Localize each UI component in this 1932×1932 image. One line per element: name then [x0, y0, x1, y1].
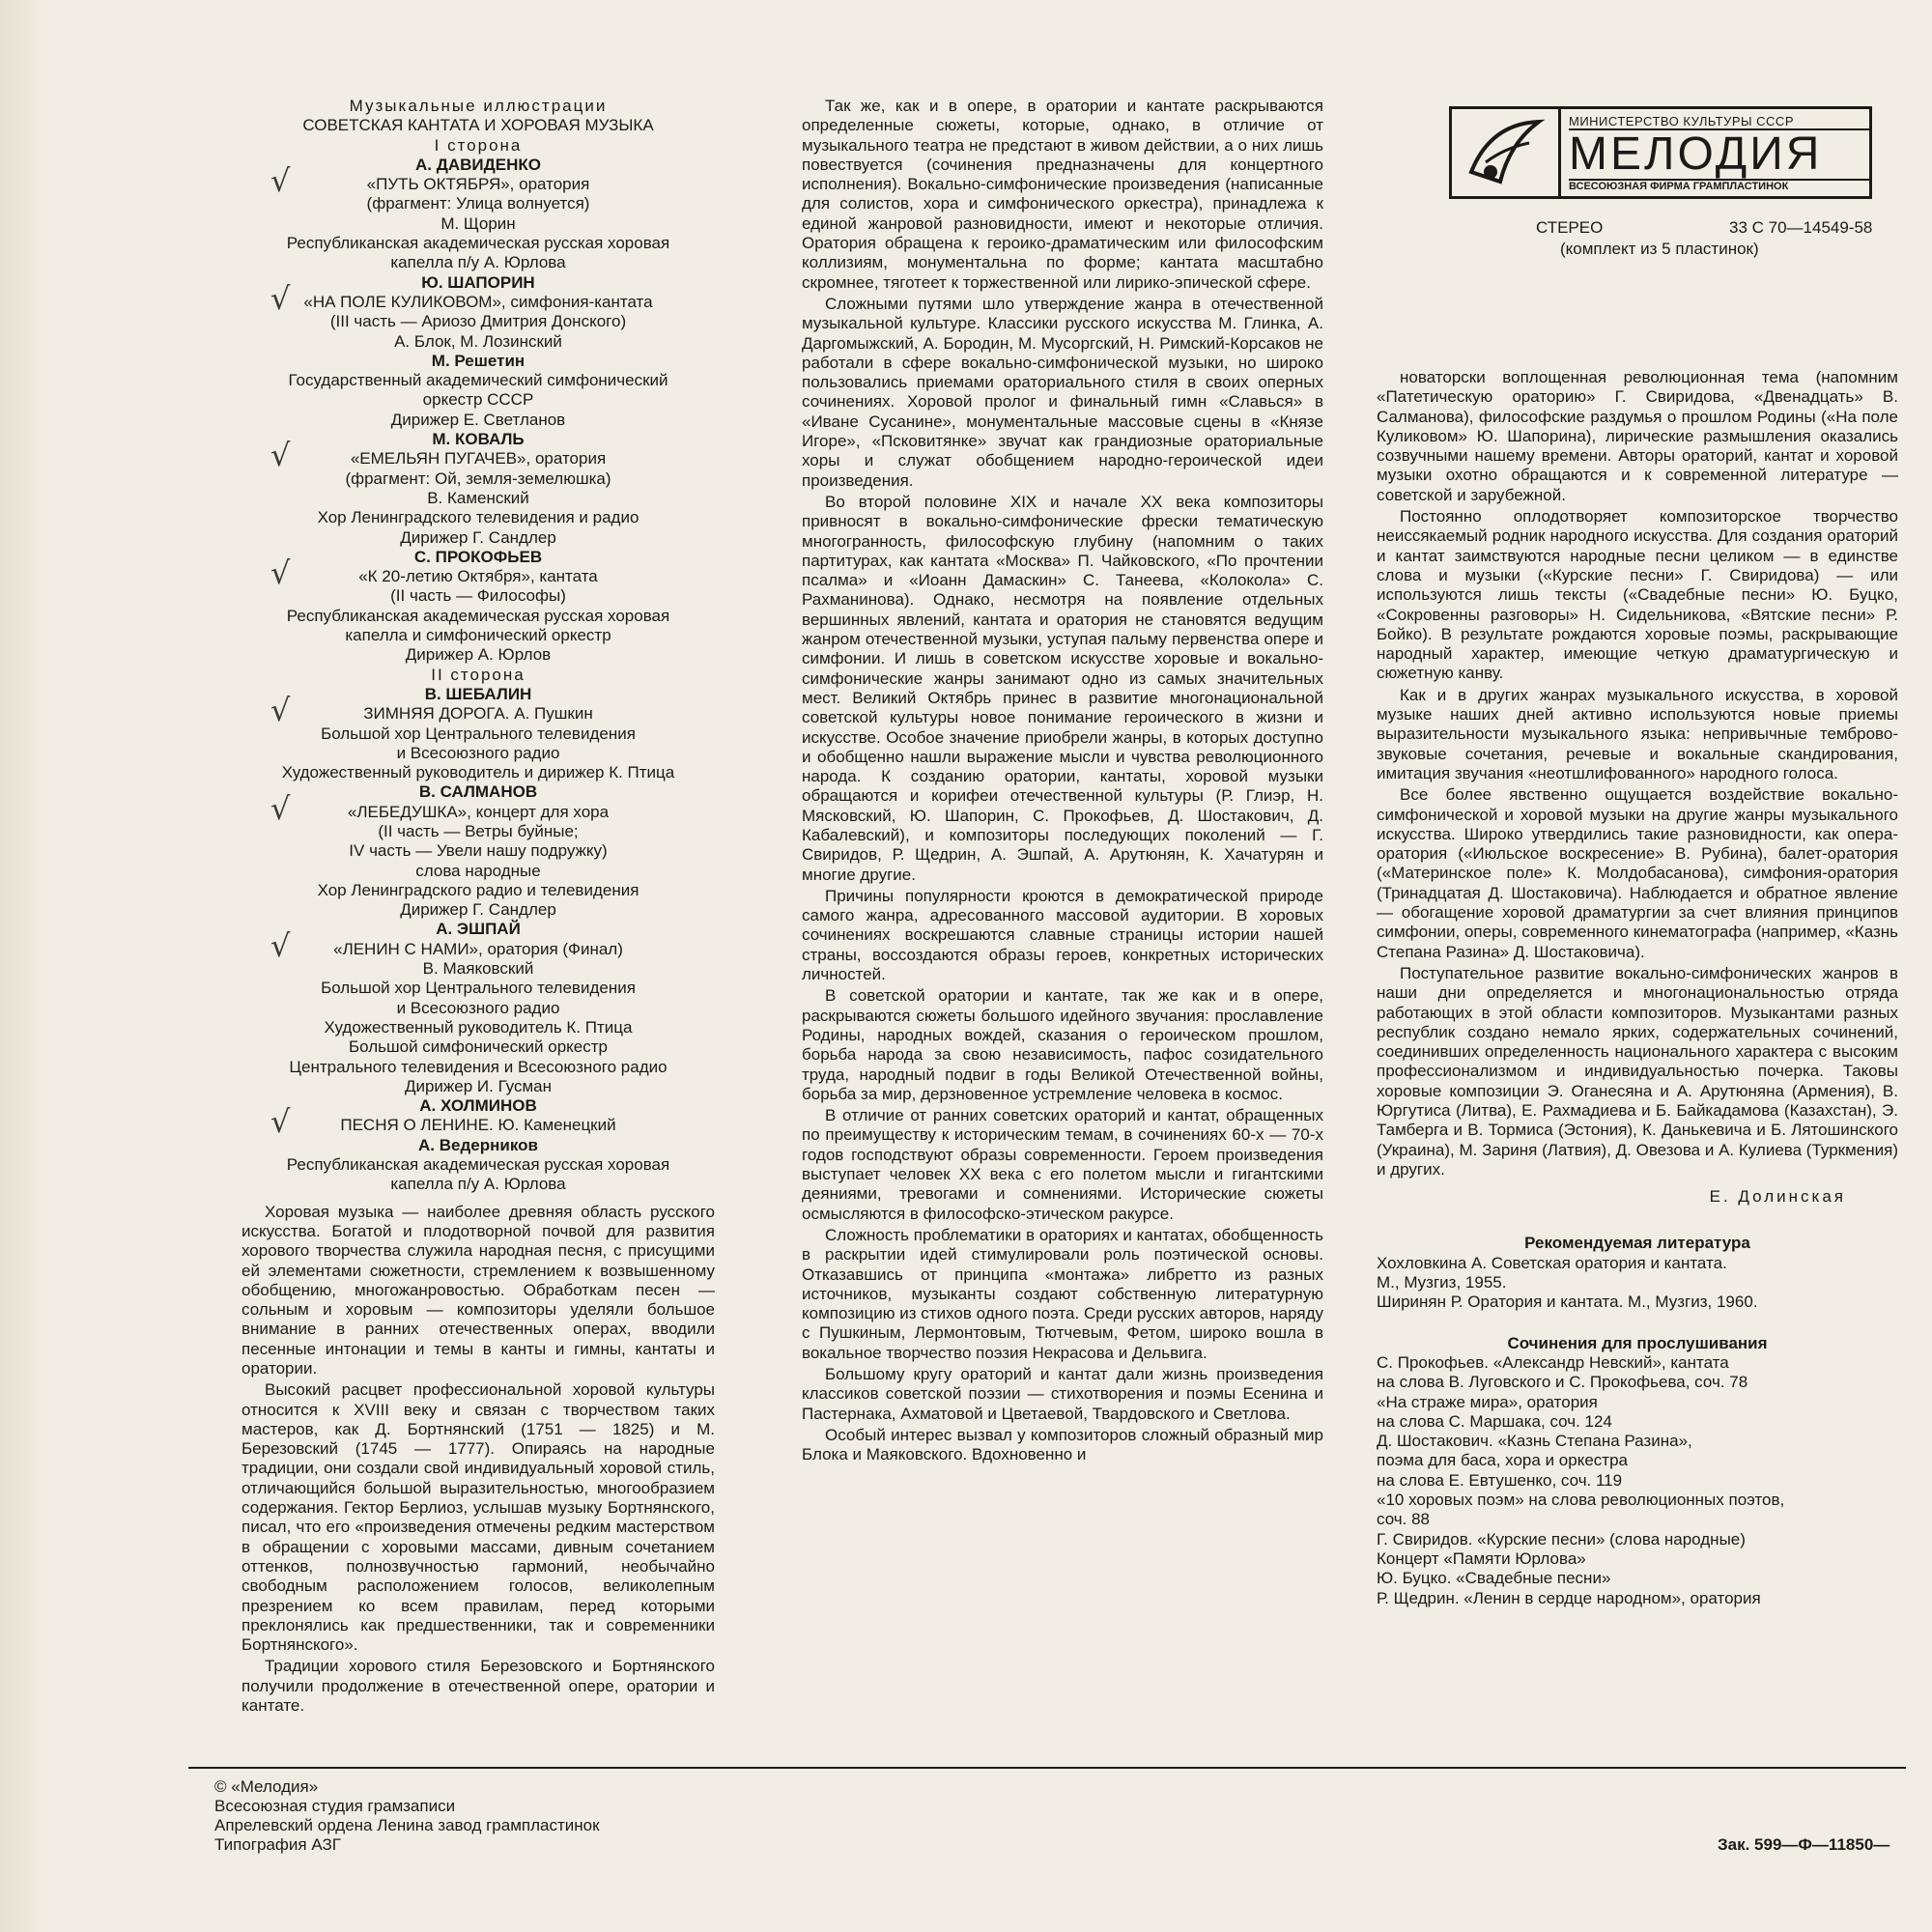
essay-paragraph: Поступательное развитие вокально-симфонических жанров в наши дни определяется и многонациональностью отряда работающих в этой области композиторов. Музыкантами разных республик создано немало ярких, содержательных сочинений, соединивших определенность национального характера с высоким профессионализмом и индивидуальностью почерка. Таковы хоровые композиции Э. Оганесяна и А. Арутюняна (Армения), В. Юргутиса (Литва), Е. Рахмадиева и Б. Байкадамова (Казахстан), Э. Тамберга и В. Тормиса (Эстония), К. Данькевича и Б. Лятошинского (Украина), М. Зариня (Латвия), Д. Овезова и А. Кулиева (Туркмения) и других. — [1377, 963, 1898, 1179]
track-line: «К 20-летию Октября», кантата √ — [270, 554, 598, 592]
essay-part-3 — [1377, 368, 1898, 1179]
listening-heading: Сочинения для прослушивания — [1507, 1333, 1768, 1352]
composer-name: А. ДАВИДЕНКО — [415, 155, 541, 174]
track-line: Республиканская академическая русская хоровая — [286, 606, 670, 625]
essay-paragraph: Причины популярности кроются в демократической природе самого жанра, адресованного массовой аудитории. В хоровых сочинениях воскрешаются славные страницы истории нашей страны, воссоздаются образы героев, конкретных исторических личностей. — [802, 886, 1323, 984]
track-line: Дирижер И. Гусман — [404, 1076, 553, 1095]
essay-part-1 — [242, 1203, 715, 1717]
track-line: капелла п/у А. Юрлова — [390, 253, 566, 272]
literature-heading: Рекомендуемая литература — [1524, 1234, 1750, 1253]
essay-paragraph: Высокий расцвет профессиональной хоровой культуры относится к XVIII веку и связан с творчеством таких мастеров, как Д. Бортнянский (1751 — 1825) и М. Березовский (1745 — 1777). Опираясь на народные традиции, они создали свой индивидуальный хоровой стиль, отличающийся большой выразительностью, многообразием содержания. Гектор Берлиоз, услышав музыку Бортнянского, писал, что его «произведения отмечены редким мастерством в обращении с хоровыми массами, дивным сочетанием оттенков, полнозвучностью гармоний, необычайно свободным расположением голосов, великолепным презрением ко всем правилам, перед которыми преклонялись как предшественники, так и современники Бортнянского». — [242, 1380, 715, 1655]
track-line: Дирижер А. Юрлов — [405, 645, 552, 665]
track-line: и Всесоюзного радио — [396, 998, 560, 1017]
melodiya-mark-icon — [1452, 109, 1561, 196]
track-line: Большой симфонический оркестр — [348, 1037, 609, 1057]
listening-item: на слова Е. Евтушенко, соч. 119 — [1377, 1470, 1623, 1490]
side-two-label: II сторона — [431, 665, 526, 684]
track-line: ПЕСНЯ О ЛЕНИНЕ. Ю. Каменецкий √ — [270, 1103, 616, 1141]
track-line: слова народные — [415, 861, 541, 880]
track-line: IV часть — Увели нашу подружку) — [349, 841, 608, 861]
composer-name: М. Решетин — [431, 351, 526, 370]
track-line: В. Каменский — [427, 488, 529, 507]
track-line: Хор Ленинградского телевидения и радио — [317, 508, 639, 527]
logo-text — [1561, 109, 1869, 196]
essay-paragraph: Как и в других жанрах музыкального искусства, в хоровой музыке наших дней активно используются новые приемы выразительности музыкального языка: непривычные темброво-звуковые сочетания, речевые и вокальные скандирования, имитация звучания «неотшлифованного» народного голоса. — [1377, 685, 1898, 782]
literature-item: Хохловкина А. Советская оратория и кантата. — [1377, 1253, 1727, 1272]
track-line: В. Маяковский — [422, 959, 534, 979]
album-title: СОВЕТСКАЯ КАНТАТА И ХОРОВАЯ МУЗЫКА — [302, 116, 654, 135]
track-line: «НА ПОЛЕ КУЛИКОВОМ», симфония-кантата √ — [270, 279, 653, 317]
essay-paragraph: Так же, как и в опере, в оратории и кантате раскрываются определенные сюжеты, которые, однако, в отличие от музыкального театра не предстают в живом действии, а о них лишь повествуется (сочинения предназначены для концертного исполнения). Вокально-симфонические произведения (написанные для солистов, хора и симфонического оркестра), принадлежа к единой жанровой разновидности, имеют и некоторые отличия. Оратория обращена к героико-драматическим или философским коллизиям, монументальна по форме; кантата масштабно скромнее, тяготеет к торжественной или лирико-эпической сфере. — [802, 97, 1323, 292]
track-line: Государственный академический симфонический — [288, 371, 668, 390]
track-line: М. Щорин — [440, 213, 516, 233]
track-line: оркестр СССР — [422, 390, 534, 410]
footer-credits — [214, 1777, 600, 1855]
listening-item: Р. Щедрин. «Ленин в сердце народном», оратория — [1377, 1588, 1761, 1607]
sleeve-edge — [0, 0, 37, 1932]
track-line: капелла п/у А. Юрлова — [390, 1175, 566, 1194]
checkmark-icon: √ — [270, 789, 291, 827]
brand-firm: ВСЕСОЮЗНАЯ ФИРМА ГРАМПЛАСТИНОК — [1569, 179, 1869, 192]
essay-paragraph: В отличие от ранних советских ораторий и кантат, обращенных по преимуществу к историческим темам, в сочинениях 60-х — 70-х годов господствуют образы современности. Героем произведения выступает человек XX века с его полетом мысли и гигантскими деяниями, тревогами и сомнениями. Исторические сюжеты осмысляются в философско-этическом ракурсе. — [802, 1106, 1323, 1223]
brand-name: МЕЛОДИЯ — [1569, 128, 1823, 180]
checkmark-icon: √ — [270, 1103, 291, 1141]
track-line: капелла и симфонический оркестр — [345, 626, 611, 645]
track-line: «ЛЕБЕДУШКА», концерт для хора √ — [270, 789, 610, 827]
column-left — [242, 97, 715, 1716]
listening-item: на слова В. Луговского и С. Прокофьева, соч. 78 — [1377, 1373, 1748, 1392]
track-line: Художественный руководитель К. Птица — [324, 1017, 633, 1037]
listening-item: Ю. Буцко. «Свадебные песни» — [1377, 1569, 1611, 1588]
track-line: Художественный руководитель и дирижер К. Птица — [281, 763, 675, 782]
composer-name: С. ПРОКОФЬЕВ — [413, 547, 543, 566]
listening-item: на слова С. Маршака, соч. 124 — [1377, 1411, 1612, 1431]
listening-item: С. Прокофьев. «Александр Невский», кантата — [1377, 1352, 1729, 1372]
track-line: ЗИМНЯЯ ДОРОГА. А. Пушкин √ — [270, 692, 593, 729]
checkmark-icon: √ — [270, 692, 291, 729]
essay-paragraph: Все более явственно ощущается воздействие вокально-симфонической и хоровой музыки на другие жанры музыкального искусства. Широко утвердились такие разновидности, как опера-оратория («Июльское воскресение» В. Рубина), балет-оратория («Материнское поле» К. Молдобасанова), симфония-оратория (Тринадцатая Д. Шостаковича). Наблюдается и обратное явление — обогащение хоровой драматургии за счет влияния принципов симфонии, оперы, современного кинематографа (например, «Казнь Степана Разина» Д. Шостаковича). — [1377, 785, 1898, 961]
track-line: (фрагмент: Улица волнуется) — [366, 194, 590, 213]
track-line: и Всесоюзного радио — [396, 743, 560, 762]
track-line: «ЕМЕЛЬЯН ПУГАЧЕВ», оратория √ — [270, 437, 607, 474]
catalog-number: 33 С 70—14549-58 — [1729, 218, 1873, 237]
side-one-label: I сторона — [434, 135, 523, 155]
listening-item: Д. Шостакович. «Казнь Степана Разина», — [1377, 1432, 1692, 1451]
column-middle — [802, 97, 1323, 1464]
track-line: (фрагмент: Ой, земля-земелюшка) — [345, 469, 611, 488]
track-line: Дирижер Г. Сандлер — [400, 527, 556, 547]
composer-name: А. Ведерников — [418, 1135, 538, 1154]
set-info: (комплект из 5 пластинок) — [1560, 240, 1759, 258]
composer-name: В. САЛМАНОВ — [418, 782, 538, 802]
brand-ministry: МИНИСТЕРСТВО КУЛЬТУРЫ СССР — [1569, 114, 1869, 130]
footer-line: Типография АЗГ — [214, 1835, 341, 1854]
recommended-literature — [1377, 1234, 1898, 1312]
listening-item: соч. 88 — [1377, 1510, 1430, 1529]
listening-works — [1377, 1334, 1898, 1608]
essay-paragraph: В советской оратории и кантате, так же как и в опере, раскрываются сюжеты большого идейного звучания: прославление Родины, народных вождей, сказания о героическом прошлом, борьба народа за свою независимость, пафос созидательного труда, народный подвиг в годы Великой Отечественной войны, борьба за мир, дерзновенное устремление человека в космос. — [802, 986, 1323, 1103]
track-line: Дирижер Е. Светланов — [390, 410, 566, 429]
essay-paragraph: Особый интерес вызвал у композиторов сложный образный мир Блока и Маяковского. Вдохновенно и — [802, 1425, 1323, 1464]
composer-name: М. КОВАЛЬ — [432, 430, 525, 449]
essay-paragraph: Хоровая музыка — наиболее древняя область русского искусства. Богатой и плодотворной почвой для развития хорового творчества служила народная песня, с присущими ей элементами сюжетности, стремлением к возвышенному обобщению, многожанровостью. Обработкам песен — сольным и хоровым — композиторы уделяли большое внимание в ранних отечественных операх, вводили песенные интонации и темы в канты и гимны, кантаты и оратории. — [242, 1202, 715, 1378]
track-line: «ЛЕНИН С НАМИ», оратория (Финал) √ — [270, 926, 623, 964]
footer-line: Апрелевский ордена Ленина завод грампластинок — [214, 1816, 600, 1834]
checkmark-icon: √ — [270, 162, 291, 200]
author-signature: Е. Долинская — [1709, 1187, 1846, 1207]
listening-item: поэма для баса, хора и оркестра — [1377, 1451, 1628, 1470]
composer-name: В. ШЕБАЛИН — [424, 684, 532, 703]
checkmark-icon: √ — [270, 279, 291, 317]
melodiya-logo — [1449, 106, 1872, 199]
essay-paragraph: Сложными путями шло утверждение жанра в отечественной музыкальной культуре. Классики русского искусства М. Глинка, А. Даргомыжский, А. Бородин, М. Мусоргский, Н. Римский-Корсаков не работали в сфере вокально-симфонической музыки, но широко пользовались приемами ораториального стиля в своих оперных сочинениях. Хоровой пролог и финальный гимн «Славься» в «Иване Сусанине», монументальные массовые сцены в «Князе Игоре», «Псковитянке» звучат как грандиозные ораториальные хоры и служат обобщением народно-героической идеи произведения. — [802, 294, 1323, 490]
checkmark-icon: √ — [270, 554, 291, 592]
essay-paragraph: Традиции хорового стиля Березовского и Бортнянского получили продолжение в отечественной опере, оратории и кантате. — [242, 1657, 715, 1716]
essay-paragraph: новаторски воплощенная революционная тема (напомним «Патетическую ораторию» Г. Свиридова, «Двенадцать» В. Салманова), философские раздумья о прошлом Родины («На поле Куликовом» Ю. Шапорина), лирические размышления оказались созвучными нашему времени. Авторы ораторий, кантат и хоровой музыки охотно обращаются и к современной литературе — советской и зарубежной. — [1377, 368, 1898, 504]
literature-item: М., Музгиз, 1955. — [1377, 1273, 1507, 1293]
section-label: Музыкальные иллюстрации — [349, 97, 608, 115]
track-line: Дирижер Г. Сандлер — [400, 900, 556, 920]
essay-paragraph: Большому кругу ораторий и кантат дали жизнь произведения классиков советской поэзии — стихотворения и поэмы Есенина и Пастернака, Ахматовой и Цветаевой, Твардовского и Светлова. — [802, 1365, 1323, 1423]
track-line: Республиканская академическая русская хоровая — [286, 1155, 670, 1175]
stereo-label: СТЕРЕО — [1536, 218, 1604, 237]
order-number: Зак. 599—Ф—11850— — [1718, 1835, 1890, 1854]
track-line: (III часть — Ариозо Дмитрия Донского) — [329, 312, 627, 331]
checkmark-icon: √ — [270, 926, 291, 964]
track-line: Большой хор Центрального телевидения — [321, 979, 636, 998]
track-line: Большой хор Центрального телевидения — [321, 724, 636, 743]
listening-item: «На страже мира», оратория — [1377, 1392, 1598, 1411]
track-line: (II часть — Ветры буйные; — [378, 821, 579, 840]
literature-list — [1377, 1254, 1898, 1313]
checkmark-icon: √ — [270, 437, 291, 474]
essay-paragraph: Во второй половине XIX и начале XX века композиторы привносят в вокально-симфонические фрески тематическую многогранность, философскую глубину (напомним о таких партитурах, как кантата «Москва» П. Чайковского, «По прочтении псалма» и «Иоанн Дамаскин» С. Танеева, «Колокола» С. Рахманинова). Однако, несмотря на появление отдельных вершинных явлений, кантата и оратория не становятся ведущим жанром отечественной музыки, уступая пальму первенства опере и симфонии. И лишь в советском искусстве хоровые и вокально-симфонические жанры занимают одно из самых значительных мест. Великий Октябрь принес в развитие многонациональной советской культуры новое понимание героического в жизни и искусстве. Особое значение приобрели жанры, в которых доступно и обобщенно нашли выражение мысли и чувства революционного народа. К созданию оратории, кантаты, хоровой музыки обращаются и корифеи отечественной культуры (Р. Глиэр, Н. Мясковский, Ю. Шапорин, С. Прокофьев, Д. Шостакович, Д. Кабалевский), и композиторы последующих поколений — Г. Свиридов, Р. Щедрин, А. Эшпай, А. Арутюнян, К. Хачатурян и многие другие. — [802, 492, 1323, 884]
tracklist — [242, 156, 715, 1195]
listening-list — [1377, 1353, 1898, 1608]
track-line: Республиканская академическая русская хоровая — [286, 234, 670, 253]
essay-paragraph: Сложность проблематики в ораториях и кантатах, обобщенность в раскрытии идей стимулировали роль поэтической основы. Отказавшись от принципа «монтажа» либретто из разных источников, музыканты создают собственную литературную композицию из стихов одного поэта. Среди русских авторов, наряду с Пушкиным, Лермонтовым, Тютчевым, Фетом, широко вошла в вокальное творчество поэзия Некрасова и Дельвига. — [802, 1225, 1323, 1362]
listening-item: «10 хоровых поэм» на слова революционных поэтов, — [1377, 1491, 1785, 1510]
listening-item: Концерт «Памяти Юрлова» — [1377, 1548, 1586, 1568]
track-line: (II часть — Философы) — [390, 586, 566, 606]
composer-name: Ю. ШАПОРИН — [421, 272, 535, 292]
track-line: А. Блок, М. Лозинский — [394, 331, 562, 351]
literature-item: Ширинян Р. Оратория и кантата. М., Музгиз, 1960. — [1377, 1293, 1758, 1312]
listening-item: Г. Свиридов. «Курские песни» (слова народные) — [1377, 1529, 1746, 1548]
footer-rule — [188, 1767, 1906, 1769]
track-line: Центрального телевидения и Всесоюзного радио — [289, 1057, 668, 1076]
track-line: «ПУТЬ ОКТЯБРЯ», оратория √ — [270, 162, 590, 200]
essay-paragraph: Постоянно оплодотворяет композиторское творчество неиссякаемый родник народного искусства. Для создания ораторий и кантат заимствуются народные песни целиком — в единстве слова и музыки («Курские песни» Г. Свиридова) — или используются лишь тексты («Свадебные песни» Ю. Буцко, «Сокровенны разговоры» Н. Сидельникова, «Вятские песни» Р. Бойко). В результате рождаются хоровые поэмы, раскрывающие народный характер, имеющие четкую драматургическую и сюжетную канву. — [1377, 507, 1898, 683]
composer-name: А. ХОЛМИНОВ — [419, 1096, 537, 1116]
footer-line: Всесоюзная студия грамзаписи — [214, 1797, 456, 1815]
composer-name: А. ЭШПАЙ — [436, 920, 521, 939]
footer-line: © «Мелодия» — [214, 1777, 319, 1796]
track-line: Хор Ленинградского радио и телевидения — [317, 880, 639, 899]
column-right — [1377, 368, 1898, 1608]
